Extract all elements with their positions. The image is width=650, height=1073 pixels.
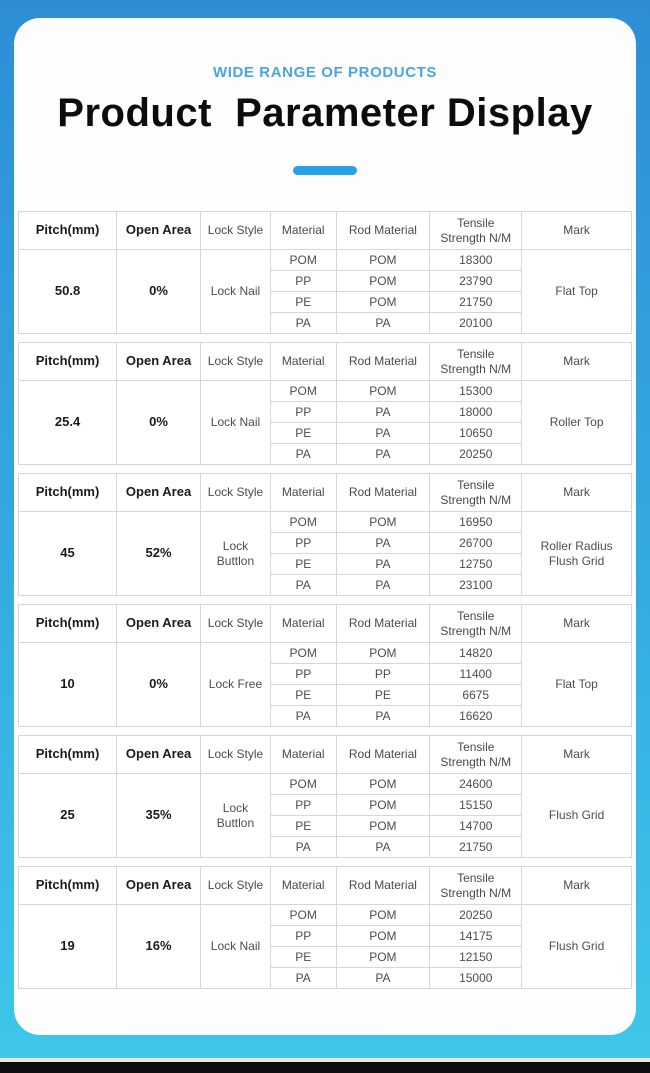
mark-value: Flush Grid: [522, 905, 632, 989]
material-value: PE: [270, 816, 336, 837]
mark-value: Flat Top: [522, 643, 632, 727]
tensile-strength-column-header: Tensile Strength N/M: [430, 605, 522, 643]
material-value: PP: [270, 926, 336, 947]
rod-material-value: POM: [336, 774, 430, 795]
open-area-value: 35%: [117, 774, 201, 858]
tensile-strength-value: 10650: [430, 423, 522, 444]
tensile-strength-value: 16950: [430, 512, 522, 533]
parameter-table: [18, 473, 632, 596]
open-area-value: 0%: [117, 643, 201, 727]
rod-material-value: POM: [336, 926, 430, 947]
mark-column-header: Mark: [522, 605, 632, 643]
tensile-strength-value: 23790: [430, 271, 522, 292]
rod-material-column-header: Rod Material: [336, 867, 430, 905]
table-row: [19, 381, 632, 402]
pitch-value: 25: [19, 774, 117, 858]
rod-material-value: POM: [336, 271, 430, 292]
open-area-value: 52%: [117, 512, 201, 596]
rod-material-value: POM: [336, 292, 430, 313]
table-header-row: [19, 605, 632, 643]
tensile-strength-value: 21750: [430, 837, 522, 858]
pitch-value: 45: [19, 512, 117, 596]
tensile-strength-value: 20100: [430, 313, 522, 334]
tensile-strength-column-header: Tensile Strength N/M: [430, 736, 522, 774]
rod-material-value: PA: [336, 575, 430, 596]
parameter-table: [18, 342, 632, 465]
rod-material-value: POM: [336, 795, 430, 816]
tensile-strength-value: 18000: [430, 402, 522, 423]
rod-material-value: POM: [336, 816, 430, 837]
tensile-strength-value: 16620: [430, 706, 522, 727]
parameter-table: [18, 211, 632, 334]
rod-material-value: PA: [336, 837, 430, 858]
tensile-strength-value: 14175: [430, 926, 522, 947]
material-value: PP: [270, 402, 336, 423]
table-row: [19, 643, 632, 664]
material-value: PE: [270, 292, 336, 313]
lock-style-value: Lock Nail: [201, 905, 271, 989]
open-area-column-header: Open Area: [117, 474, 201, 512]
lock-style-value: Lock Buttlon: [201, 774, 271, 858]
rod-material-value: POM: [336, 381, 430, 402]
rod-material-value: PA: [336, 554, 430, 575]
lock-style-value: Lock Buttlon: [201, 512, 271, 596]
tensile-strength-value: 18300: [430, 250, 522, 271]
pitch-value: 50.8: [19, 250, 117, 334]
rod-material-value: POM: [336, 250, 430, 271]
material-value: POM: [270, 250, 336, 271]
rod-material-value: POM: [336, 512, 430, 533]
mark-column-header: Mark: [522, 212, 632, 250]
rod-material-value: POM: [336, 905, 430, 926]
rod-material-value: PE: [336, 685, 430, 706]
open-area-column-header: Open Area: [117, 343, 201, 381]
mark-value: Roller Top: [522, 381, 632, 465]
rod-material-value: POM: [336, 947, 430, 968]
tensile-strength-value: 23100: [430, 575, 522, 596]
material-value: PE: [270, 554, 336, 575]
open-area-value: 0%: [117, 381, 201, 465]
pitch-column-header: Pitch(mm): [19, 605, 117, 643]
tensile-strength-value: 12150: [430, 947, 522, 968]
material-column-header: Material: [270, 343, 336, 381]
lock-style-column-header: Lock Style: [201, 736, 271, 774]
pitch-column-header: Pitch(mm): [19, 474, 117, 512]
rod-material-value: PA: [336, 968, 430, 989]
mark-column-header: Mark: [522, 867, 632, 905]
tensile-strength-value: 24600: [430, 774, 522, 795]
material-column-header: Material: [270, 605, 336, 643]
tensile-strength-value: 20250: [430, 444, 522, 465]
tensile-strength-value: 21750: [430, 292, 522, 313]
material-value: PE: [270, 685, 336, 706]
tensile-strength-value: 6675: [430, 685, 522, 706]
rod-material-value: PP: [336, 664, 430, 685]
mark-value: Roller Radius Flush Grid: [522, 512, 632, 596]
material-value: POM: [270, 774, 336, 795]
table-header-row: [19, 212, 632, 250]
tensile-strength-column-header: Tensile Strength N/M: [430, 343, 522, 381]
pitch-column-header: Pitch(mm): [19, 343, 117, 381]
pitch-column-header: Pitch(mm): [19, 212, 117, 250]
material-value: PP: [270, 271, 336, 292]
material-value: PP: [270, 664, 336, 685]
bottom-black-bar: [0, 1062, 650, 1073]
rod-material-column-header: Rod Material: [336, 605, 430, 643]
lock-style-column-header: Lock Style: [201, 605, 271, 643]
rod-material-column-header: Rod Material: [336, 343, 430, 381]
tensile-strength-value: 15150: [430, 795, 522, 816]
mark-value: Flat Top: [522, 250, 632, 334]
tensile-strength-column-header: Tensile Strength N/M: [430, 867, 522, 905]
table-row: [19, 250, 632, 271]
rod-material-value: PA: [336, 423, 430, 444]
tensile-strength-value: 14820: [430, 643, 522, 664]
table-row: [19, 905, 632, 926]
tensile-strength-column-header: Tensile Strength N/M: [430, 474, 522, 512]
lock-style-column-header: Lock Style: [201, 343, 271, 381]
rod-material-column-header: Rod Material: [336, 736, 430, 774]
tensile-strength-column-header: Tensile Strength N/M: [430, 212, 522, 250]
page-title: Product Parameter Display: [57, 91, 593, 135]
pitch-column-header: Pitch(mm): [19, 867, 117, 905]
rod-material-value: PA: [336, 444, 430, 465]
lock-style-value: Lock Nail: [201, 381, 271, 465]
rod-material-column-header: Rod Material: [336, 474, 430, 512]
material-column-header: Material: [270, 867, 336, 905]
pitch-value: 10: [19, 643, 117, 727]
tensile-strength-value: 14700: [430, 816, 522, 837]
open-area-value: 0%: [117, 250, 201, 334]
tensile-strength-value: 12750: [430, 554, 522, 575]
subtitle: WIDE RANGE OF PRODUCTS: [212, 64, 438, 81]
open-area-column-header: Open Area: [117, 605, 201, 643]
pitch-value: 19: [19, 905, 117, 989]
lock-style-column-header: Lock Style: [201, 212, 271, 250]
lock-style-column-header: Lock Style: [201, 474, 271, 512]
content-card: [14, 18, 636, 1035]
material-value: POM: [270, 643, 336, 664]
mark-value: Flush Grid: [522, 774, 632, 858]
rod-material-value: PA: [336, 533, 430, 554]
open-area-column-header: Open Area: [117, 867, 201, 905]
rod-material-value: PA: [336, 402, 430, 423]
tensile-strength-value: 15000: [430, 968, 522, 989]
parameter-table: [18, 735, 632, 858]
material-value: PE: [270, 423, 336, 444]
table-header-row: [19, 474, 632, 512]
material-value: PP: [270, 795, 336, 816]
pitch-value: 25.4: [19, 381, 117, 465]
lock-style-value: Lock Nail: [201, 250, 271, 334]
title-underline-dash: [293, 166, 357, 175]
open-area-value: 16%: [117, 905, 201, 989]
mark-column-header: Mark: [522, 474, 632, 512]
rod-material-value: PA: [336, 313, 430, 334]
tensile-strength-value: 26700: [430, 533, 522, 554]
material-value: PP: [270, 533, 336, 554]
mark-column-header: Mark: [522, 343, 632, 381]
tensile-strength-value: 15300: [430, 381, 522, 402]
lock-style-column-header: Lock Style: [201, 867, 271, 905]
rod-material-value: PA: [336, 706, 430, 727]
material-value: POM: [270, 905, 336, 926]
table-header-row: [19, 343, 632, 381]
rod-material-column-header: Rod Material: [336, 212, 430, 250]
parameter-table: [18, 604, 632, 727]
tensile-strength-value: 20250: [430, 905, 522, 926]
material-value: POM: [270, 381, 336, 402]
material-value: PE: [270, 947, 336, 968]
material-value: PA: [270, 575, 336, 596]
rod-material-value: POM: [336, 643, 430, 664]
parameter-table: [18, 866, 632, 989]
pitch-column-header: Pitch(mm): [19, 736, 117, 774]
material-value: PA: [270, 313, 336, 334]
material-value: PA: [270, 444, 336, 465]
mark-column-header: Mark: [522, 736, 632, 774]
table-header-row: [19, 867, 632, 905]
lock-style-value: Lock Free: [201, 643, 271, 727]
table-row: [19, 512, 632, 533]
open-area-column-header: Open Area: [117, 212, 201, 250]
tables-container: [18, 211, 632, 989]
tensile-strength-value: 11400: [430, 664, 522, 685]
table-row: [19, 774, 632, 795]
material-column-header: Material: [270, 474, 336, 512]
material-value: PA: [270, 706, 336, 727]
material-column-header: Material: [270, 212, 336, 250]
material-value: PA: [270, 837, 336, 858]
table-header-row: [19, 736, 632, 774]
material-value: PA: [270, 968, 336, 989]
open-area-column-header: Open Area: [117, 736, 201, 774]
material-value: POM: [270, 512, 336, 533]
material-column-header: Material: [270, 736, 336, 774]
